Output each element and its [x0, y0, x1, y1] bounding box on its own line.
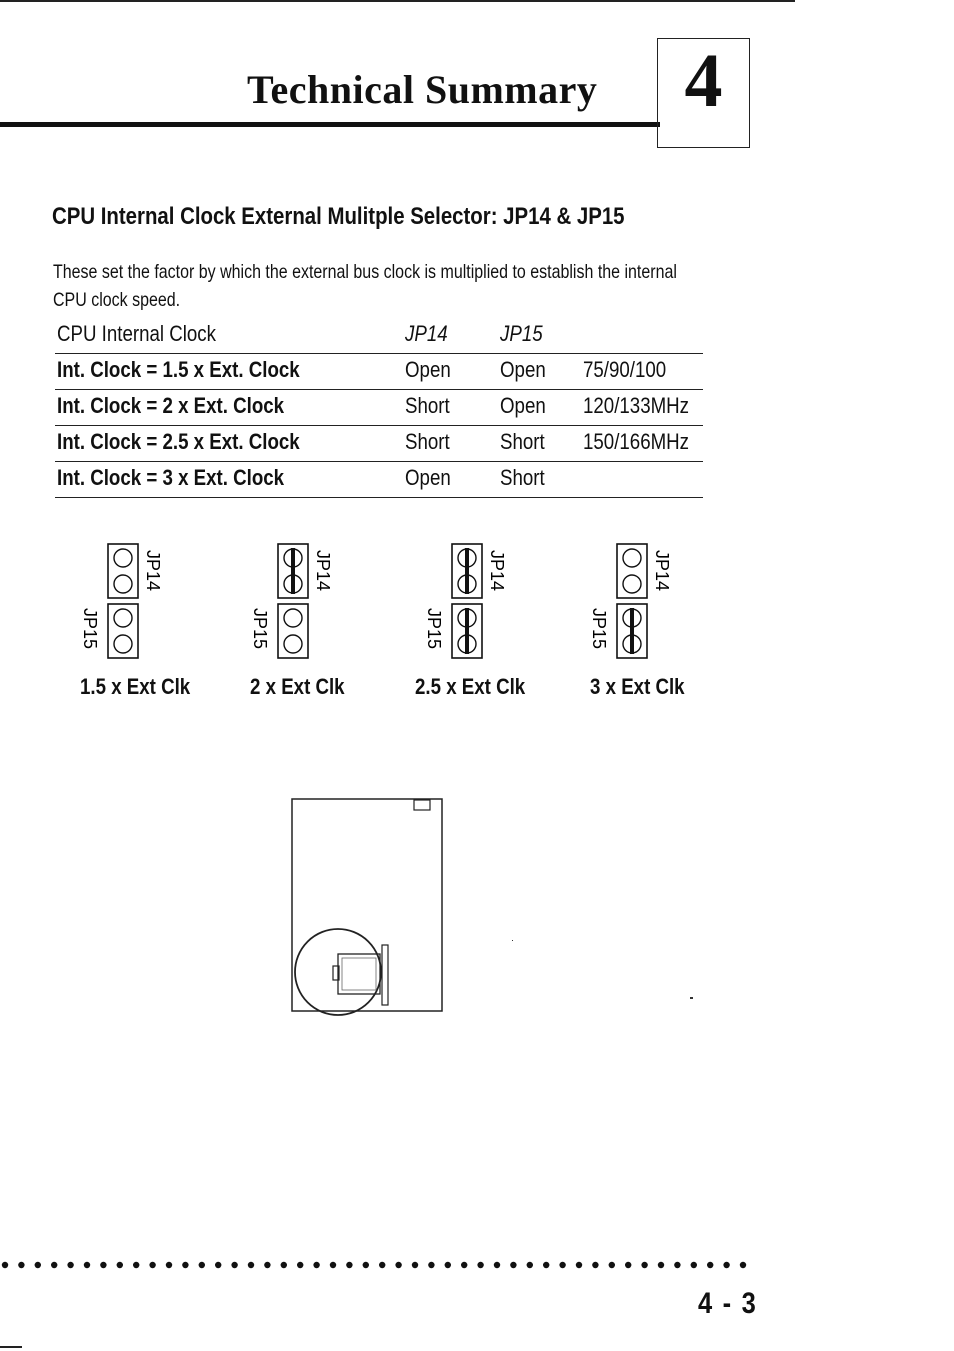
- jp14-label: JP14: [143, 550, 163, 592]
- footer-dot: [281, 1262, 287, 1268]
- footer-dot: [166, 1262, 172, 1268]
- jumper-setting: [587, 540, 677, 670]
- footer-dot: [363, 1262, 369, 1268]
- footer-dot: [674, 1262, 680, 1268]
- jp15-block-frame: [108, 604, 138, 658]
- board-corner-component: [414, 800, 430, 810]
- row-speed: 150/166MHz: [583, 429, 690, 454]
- footer-dot: [18, 1262, 24, 1268]
- jp14-block-pin-1: [623, 549, 641, 567]
- page-number: 4 - 3: [698, 1287, 758, 1320]
- jp14-block-frame: [617, 544, 647, 598]
- footer-dot: [379, 1262, 385, 1268]
- jumper-setting: [248, 540, 338, 670]
- jumper-setting: [78, 540, 168, 670]
- footer-dot: [609, 1262, 615, 1268]
- header-jp15: JP15: [500, 321, 543, 346]
- jp14-label: JP14: [652, 550, 672, 592]
- jumper-caption: 3 x Ext Clk: [590, 674, 685, 699]
- jp15-block-frame: [278, 604, 308, 658]
- row-jp15: Open: [500, 357, 546, 382]
- jp15-block-pin-1: [114, 609, 132, 627]
- jumper-setting: [422, 540, 512, 670]
- top-rule: [0, 0, 795, 2]
- row-jp14: Open: [405, 465, 451, 490]
- side-connector: [382, 945, 388, 1005]
- row-jp14: Short: [405, 393, 450, 418]
- footer-dot: [428, 1262, 434, 1268]
- board-outline: [292, 799, 442, 1011]
- header-cpu-clock: CPU Internal Clock: [57, 321, 217, 346]
- row-setting: Int. Clock = 1.5 x Ext. Clock: [57, 357, 300, 382]
- footer-dot: [297, 1262, 303, 1268]
- title-rule: [0, 122, 660, 127]
- footer-dot: [84, 1262, 90, 1268]
- chapter-title: Technical Summary: [247, 67, 598, 112]
- jp14-block-frame: [108, 544, 138, 598]
- footer-dot: [100, 1262, 106, 1268]
- footer-dot: [182, 1262, 188, 1268]
- footer-dot: [51, 1262, 57, 1268]
- footer-dot: [527, 1262, 533, 1268]
- jp14-label: JP14: [487, 550, 507, 592]
- footer-dot: [231, 1262, 237, 1268]
- clock-table: [55, 318, 703, 498]
- footer-dot: [412, 1262, 418, 1268]
- jp14-label: JP14: [313, 550, 333, 592]
- jp15-label: JP15: [80, 608, 100, 650]
- footer-dot: [346, 1262, 352, 1268]
- footer-dot: [494, 1262, 500, 1268]
- row-speed: 120/133MHz: [583, 393, 690, 418]
- footer-dot: [461, 1262, 467, 1268]
- jp14-block-jumper-cap: [291, 548, 295, 594]
- footer-dot: [691, 1262, 697, 1268]
- corner-mark: [0, 1346, 22, 1348]
- footer-dot: [592, 1262, 598, 1268]
- row-jp15: Short: [500, 465, 545, 490]
- jp15-block-pin-1: [284, 609, 302, 627]
- jumper-caption: 2 x Ext Clk: [250, 674, 345, 699]
- jp14-block-pin-1: [114, 549, 132, 567]
- chapter-number: 4: [684, 39, 723, 123]
- table-row: [55, 390, 703, 426]
- row-setting: Int. Clock = 2 x Ext. Clock: [57, 393, 285, 418]
- footer-dot: [559, 1262, 565, 1268]
- footer-dot: [67, 1262, 73, 1268]
- footer-dot: [248, 1262, 254, 1268]
- table-row: [55, 462, 703, 498]
- print-speck: [512, 940, 513, 941]
- footer-dot: [641, 1262, 647, 1268]
- footer-dot: [723, 1262, 729, 1268]
- table-header-row: [55, 318, 703, 354]
- table-row: [55, 354, 703, 390]
- footer-dot: [543, 1262, 549, 1268]
- footer-dot: [264, 1262, 270, 1268]
- jp15-block-pin-2: [114, 635, 132, 653]
- cpu-socket-inner: [342, 958, 376, 990]
- jp15-block-pin-2: [284, 635, 302, 653]
- footer-dot: [625, 1262, 631, 1268]
- footer-dot: [35, 1262, 41, 1268]
- footer-dot: [740, 1262, 746, 1268]
- section-heading: CPU Internal Clock External Mulitple Selector: JP14 & JP15: [52, 203, 625, 230]
- footer-dot: [477, 1262, 483, 1268]
- footer-dot: [215, 1262, 221, 1268]
- jp15-label: JP15: [424, 608, 444, 650]
- footer-dot: [330, 1262, 336, 1268]
- footer-dot: [149, 1262, 155, 1268]
- jumper-caption: 2.5 x Ext Clk: [415, 674, 526, 699]
- footer-dot: [576, 1262, 582, 1268]
- cpu-socket: [338, 954, 380, 994]
- jumper-caption: 1.5 x Ext Clk: [80, 674, 191, 699]
- intro-paragraph: These set the factor by which the external bus clock is multiplied to establish the internal CPU clock speed.: [53, 261, 677, 311]
- chapter-tab: [657, 38, 750, 148]
- row-jp14: Open: [405, 357, 451, 382]
- header-jp14: JP14: [405, 321, 448, 346]
- footer-dot: [133, 1262, 139, 1268]
- jp14-block-jumper-cap: [465, 548, 469, 594]
- jp14-block-pin-2: [623, 575, 641, 593]
- jp15-block-jumper-cap: [465, 608, 469, 654]
- footer-dot: [117, 1262, 123, 1268]
- jumper-diagrams: [0, 530, 954, 730]
- footer-dot: [313, 1262, 319, 1268]
- row-jp14: Short: [405, 429, 450, 454]
- row-speed: 75/90/100: [583, 357, 667, 382]
- jp15-label: JP15: [250, 608, 270, 650]
- jp15-label: JP15: [589, 608, 609, 650]
- row-jp15: Open: [500, 393, 546, 418]
- print-speck: [690, 997, 693, 999]
- table-row: [55, 426, 703, 462]
- footer-dot: [510, 1262, 516, 1268]
- row-jp15: Short: [500, 429, 545, 454]
- footer-dot: [658, 1262, 664, 1268]
- footer-dot: [2, 1262, 8, 1268]
- row-setting: Int. Clock = 3 x Ext. Clock: [57, 465, 285, 490]
- footer-dot: [707, 1262, 713, 1268]
- footer-dot: [445, 1262, 451, 1268]
- jp14-block-pin-2: [114, 575, 132, 593]
- row-setting: Int. Clock = 2.5 x Ext. Clock: [57, 429, 300, 454]
- footer-dot: [199, 1262, 205, 1268]
- footer-dot-rule: [0, 1258, 760, 1272]
- jp15-block-jumper-cap: [630, 608, 634, 654]
- footer-dot: [395, 1262, 401, 1268]
- motherboard-location-diagram: [285, 790, 455, 1020]
